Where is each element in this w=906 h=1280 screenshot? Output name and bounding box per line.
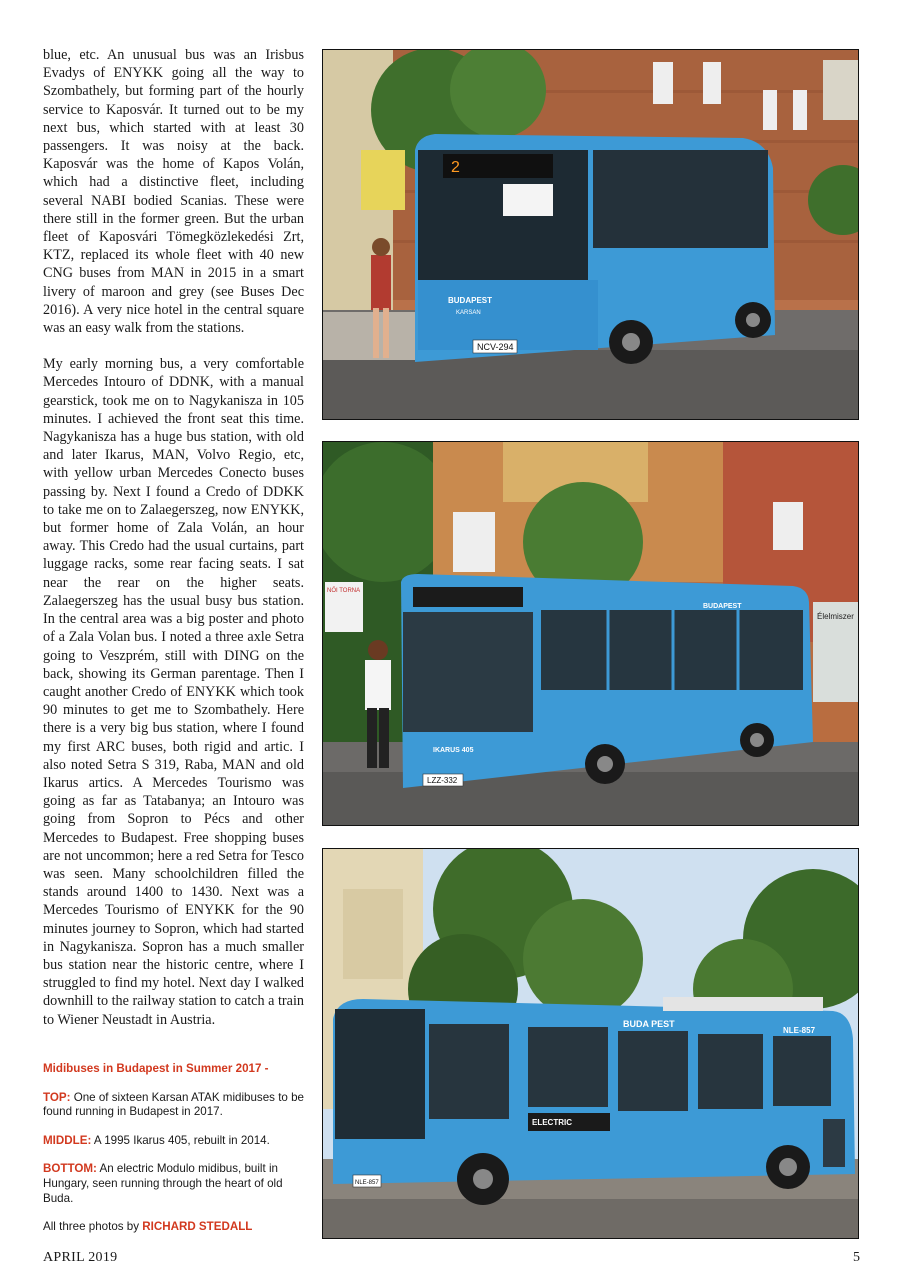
caption-middle: [43, 1134, 305, 1149]
route-display: 2: [451, 159, 460, 176]
bus-model-label: IKARUS 405: [433, 747, 474, 754]
caption-bottom: [43, 1162, 305, 1206]
photo-top-karsan-bus: [322, 49, 859, 420]
bus-plate: LZZ-332: [427, 776, 458, 785]
caption-top-label: TOP:: [43, 1090, 71, 1104]
caption-middle-label: MIDDLE:: [43, 1133, 92, 1147]
issue-date: APRIL 2019: [43, 1250, 118, 1265]
shop-sign: Élelmiszer: [817, 612, 854, 621]
caption-top-text: One of sixteen Karsan ATAK midibuses to be found running in Budapest in 2017.: [43, 1090, 304, 1119]
credit-name: RICHARD STEDALL: [142, 1220, 253, 1234]
photo-top-illustration: [323, 50, 859, 420]
bus-plate: NCV-294: [477, 342, 514, 352]
electric-badge: ELECTRIC: [532, 1118, 572, 1127]
caption-heading: Midibuses in Budapest in Summer 2017 -: [43, 1062, 269, 1075]
caption-bottom-text: An electric Modulo midibus, built in Hungary, seen running through the heart of old Buda.: [43, 1162, 283, 1205]
photo-captions: [43, 1062, 305, 1249]
bus-brand-label: BUDA PEST: [623, 1019, 675, 1029]
credit-prefix: All three photos by: [43, 1220, 143, 1234]
page-number: 5: [853, 1250, 860, 1265]
photo-credit: [43, 1220, 305, 1235]
caption-top: [43, 1091, 305, 1120]
photo-bottom-modulo-bus: [322, 848, 859, 1239]
caption-middle-text: A 1995 Ikarus 405, rebuilt in 2014.: [91, 1133, 270, 1147]
article-paragraph: My early morning bus, a very comfortable Mercedes Intouro of DDNK, with a manual gearstick, took me on to Nagykanisza in 105 minutes. I achieved the front seat this time. Nagykanisza has a huge bus station, with old and later Ikarus, MAN, Volvo Regio, etc, with yellow urban Mercedes Conecto buses passing by. Next I found a Credo of DDKK to take me on to Zalaegerszeg, now ENYKK, but former home of Zala Volán, an hour away. This Credo had the usual curtains, part luggage racks, some rear facing seats. I sat near the rear on the higher seats. Zalaegerszeg has the usual busy bus station. In the central area was a big poster and photo of a Zala Volan bus. I noted a three axle Setra going to Veszprém, still with DING on the back, showing its German parentage. Then I caught another Credo of ENYKK which took 90 minutes to get me to Szombathely. Here there is a very big bus station, where I found my first ARC buses, both rigid and artic. I also noted Setra S 319, Raba, MAN and old Ikarus artics. A Mercedes Tourismo was going as far as Tatabanya; an Intouro was going from Sopron to Pécs and other Mercedes to Budapest. Free shopping buses are not uncommon; here a red Setra for Tesco was seen. Many schoolchildren filled the stands around 1400 to 1430. Next was a Mercedes Tourismo of ENYKK for the 90 minutes journey to Sopron, which had started in Nagykanisza. Sopron has a much smaller bus station near the historic centre, where I struggled to find my hotel. Next day I walked downhill to the railway station to catch a train to Wiener Neustadt in Austria.: [43, 356, 304, 1028]
article-paragraph: blue, etc. An unusual bus was an Irisbus Evadys of ENYKK going all the way to Szombathely, but forming part of the hourly service to Kaposvár. It turned out to be my next bus, which started with at least 30 passengers. It was noisy at the back. Kaposvár was the home of Kapos Volán, which had a distinctive fleet, including several NABI bodied Scanias. These were there still in the former green. But the urban fleet of Kaposvári Tömegközlekedési Zrt, KTZ, replaced its whole fleet with 40 new CNG buses from MAN in 2015 in a smart livery of maroon and grey (see Buses Dec 2016). A very nice hotel in the central square was an easy walk from the stations.: [43, 47, 304, 337]
caption-bottom-label: BOTTOM:: [43, 1162, 97, 1176]
bus-brand-label: BUDAPEST: [703, 603, 742, 610]
poster-sign: NŐI TORNA: [327, 588, 361, 594]
bus-plate: NLE-857: [355, 1180, 379, 1186]
bus-brand-label: BUDAPEST: [448, 296, 493, 305]
article-text: [43, 46, 304, 1029]
fleet-number: NLE-857: [783, 1026, 816, 1035]
photo-middle-ikarus-bus: [322, 441, 859, 826]
bus-model-label: KARSAN: [456, 310, 481, 316]
photo-bottom-illustration: [323, 849, 859, 1239]
photo-middle-illustration: [323, 442, 859, 826]
